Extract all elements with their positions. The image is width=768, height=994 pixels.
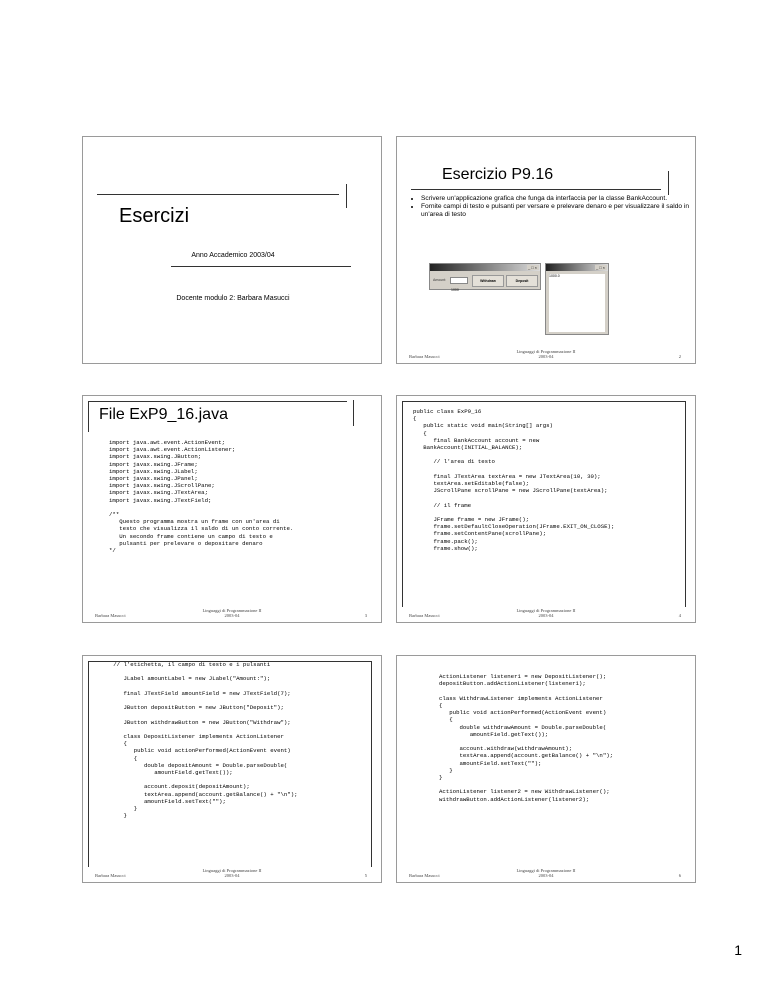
footer-course-name: Linguaggi di Programmazione II: [202, 868, 262, 873]
slide-1: [82, 136, 382, 364]
footer-course-name: Linguaggi di Programmazione II: [516, 868, 576, 873]
slide-title: Esercizio P9.16: [442, 166, 554, 183]
slide-page-number: 5: [364, 873, 367, 878]
slide-footer: [397, 347, 695, 359]
footer-course: [397, 868, 695, 878]
footer-author: Barbara Masucci: [95, 613, 126, 618]
title-rule-vertical: [668, 171, 669, 195]
slide-title: Esercizi: [119, 205, 190, 227]
balance-text-area: 1000.0: [549, 274, 605, 332]
slide-page-number: 3: [364, 613, 367, 618]
slide-page-number: 6: [678, 873, 681, 878]
footer-author: Barbara Masucci: [95, 873, 126, 878]
window-titlebar: [430, 264, 540, 271]
footer-author: Barbara Masucci: [409, 873, 440, 878]
footer-course: [83, 868, 381, 878]
footer-course: [83, 608, 381, 618]
slide-footer: [83, 606, 381, 618]
footer-course: [397, 349, 695, 359]
bank-input-window-screenshot: [429, 263, 541, 290]
title-rule-vertical: [353, 400, 354, 426]
title-rule: [97, 194, 339, 195]
footer-author: Barbara Masucci: [409, 354, 440, 359]
academic-year: Anno Accademico 2003/04: [191, 252, 275, 259]
code-block: import java.awt.event.ActionEvent; import java.awt.event.ActionListener; import javax.swing.JButton; import javax.swing.JFrame; import javax.swing.JLabel; import javax.swing.JPanel; import javax.swing.JScrollPane; import javax.swing.JTextArea; import javax.swing.JTextField; /** Questo programma mostra un frame con un'area di testo che visualizza il saldo di un conto corrente. Un secondo frame contiene un campo di testo e pulsanti per prelevare o depositare denaro */: [109, 439, 294, 555]
slide-4: [396, 395, 696, 623]
code-block: // l'etichetta, il campo di testo e i pulsanti JLabel amountLabel = new JLabel("Amount:"); final JTextField amountField = new JTextField(7); JButton depositButton = new JButton("Deposit"); JButton withdrawButton = new JButton("Withdraw"); class DepositListener implements ActionListener { public void actionPerformed(ActionEvent event) { double depositAmount = Double.parseDouble( amountField.getText()); account.deposit(depositAmount); textArea.append(account.getBalance() + "\n"); amountField.setText(""); } }: [113, 661, 298, 820]
footer-author: Barbara Masucci: [409, 613, 440, 618]
withdraw-button: Withdraw: [472, 275, 504, 287]
title-rule-vertical: [346, 184, 347, 208]
slide-footer: [397, 606, 695, 618]
footer-course-year: 2003-04: [538, 613, 554, 618]
subtitle-rule: [171, 266, 351, 267]
slide-6: [396, 655, 696, 883]
bullet-item: • Fornite campi di testo e pulsanti per versare e prelevare denaro e per visualizzare il saldo in un'area di testo: [421, 203, 689, 219]
code-block: ActionListener listener1 = new DepositListener(); depositButton.addActionListener(listener1); class WithdrawListener implements ActionListener { public void actionPerformed(ActionEvent event) { double withdrawAmount = Double.parseDouble( amountField.getText()); account.withdraw(withdrawAmount); textArea.append(account.getBalance() + "\n"); amountField.setText(""); } } ActionListener listener2 = new WithdrawListener(); withdrawButton.addActionListener(listener2);: [439, 673, 614, 803]
slide-3: [82, 395, 382, 623]
footer-course-year: 2003-04: [538, 873, 554, 878]
slide-5: [82, 655, 382, 883]
balance-window-screenshot: [545, 263, 609, 335]
footer-course-year: 2003-04: [224, 873, 240, 878]
title-rule: [411, 189, 661, 190]
footer-course-name: Linguaggi di Programmazione II: [202, 608, 262, 613]
footer-course: [397, 608, 695, 618]
bullet-item: • Scrivere un'applicazione grafica che funga da interfaccia per la classe BankAccount.: [421, 195, 689, 203]
footer-course-year: 2003-04: [224, 613, 240, 618]
slide-2: [396, 136, 696, 364]
footer-course-name: Linguaggi di Programmazione II: [516, 349, 576, 354]
footer-course-name: Linguaggi di Programmazione II: [516, 608, 576, 613]
window-controls-icon: _□×: [596, 265, 606, 270]
deposit-button: Deposit: [506, 275, 538, 287]
window-titlebar: [546, 264, 608, 271]
slide-footer: [83, 866, 381, 878]
amount-label: Amount:: [433, 278, 447, 282]
slide-title: File ExP9_16.java: [99, 406, 228, 423]
sheet-page-number: 1: [734, 942, 742, 958]
footer-course-year: 2003-04: [538, 354, 554, 359]
bullet-list: [411, 195, 689, 219]
slide-page-number: 2: [678, 354, 681, 359]
window-controls-icon: _□×: [528, 265, 538, 270]
slide-page-number: 4: [678, 613, 681, 618]
amount-field: 1000: [450, 277, 468, 284]
slide-footer: [397, 866, 695, 878]
code-block: public class ExP9_16 { public static void main(String[] args) { final BankAccount account = new BankAccount(INITIAL_BALANCE); // l'area di testo final JTextArea textArea = new JTextArea(10, 30); textArea.setEditable(false); JScrollPane scrollPane = new JScrollPane(textArea); // il frame JFrame frame = new JFrame(); frame.setDefaultCloseOperation(JFrame.EXIT_ON_CLOSE); frame.setContentPane(scrollPane); frame.pack(); frame.show();: [413, 408, 615, 552]
teacher-name: Docente modulo 2: Barbara Masucci: [176, 295, 290, 302]
